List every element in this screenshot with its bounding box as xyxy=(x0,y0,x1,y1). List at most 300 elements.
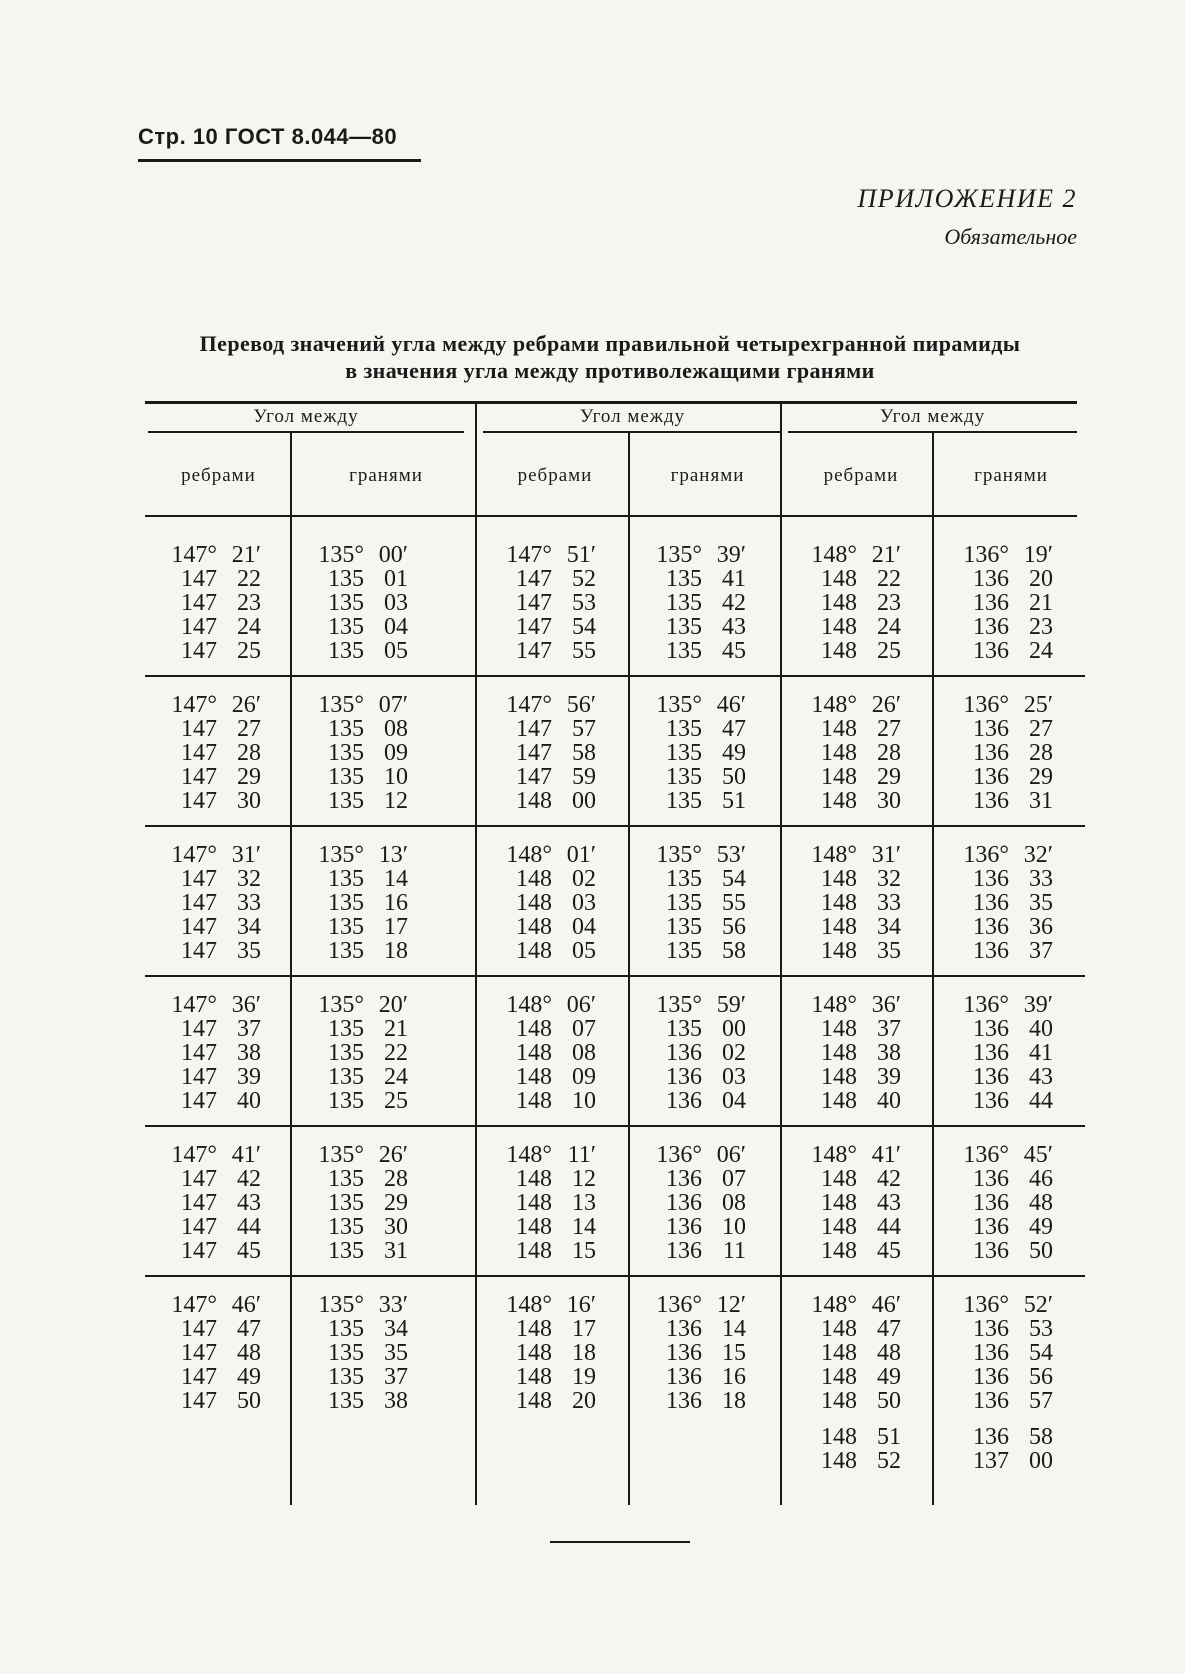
degrees-value: 148° xyxy=(811,542,857,568)
minutes-value: 13′ xyxy=(378,842,408,868)
minutes-value: 39 xyxy=(877,1064,901,1090)
angle-value-row xyxy=(807,765,901,789)
angle-value-row xyxy=(652,867,746,891)
degrees-value: 147 xyxy=(516,638,552,664)
minutes-value: 50 xyxy=(877,1388,901,1414)
angle-value-row xyxy=(314,843,408,867)
angle-value-row xyxy=(502,639,596,663)
degrees-value: 136 xyxy=(973,1088,1009,1114)
minutes-value: 24 xyxy=(237,614,261,640)
value-group xyxy=(502,1143,596,1263)
degrees-value: 147 xyxy=(181,1388,217,1414)
faces-column-header: гранями xyxy=(974,465,1048,486)
group-separator-rule xyxy=(145,1125,292,1127)
group-separator-rule xyxy=(292,1125,480,1127)
minutes-value: 14 xyxy=(572,1214,596,1240)
group-separator-rule xyxy=(937,675,1085,677)
degrees-value: 135 xyxy=(328,938,364,964)
degrees-value: 147 xyxy=(181,788,217,814)
column-divider xyxy=(628,432,630,1505)
minutes-value: 40 xyxy=(237,1088,261,1114)
value-group xyxy=(807,1293,901,1413)
group-separator-rule xyxy=(937,825,1085,827)
value-group xyxy=(959,993,1053,1113)
angle-value-row xyxy=(167,1089,261,1113)
minutes-value: 04 xyxy=(722,1088,746,1114)
minutes-value: 55 xyxy=(722,890,746,916)
value-group xyxy=(502,843,596,963)
degrees-value: 148 xyxy=(821,866,857,892)
minutes-value: 15 xyxy=(572,1238,596,1264)
angle-value-row xyxy=(314,567,408,591)
angle-value-row xyxy=(652,543,746,567)
minutes-value: 21′ xyxy=(231,542,261,568)
value-group xyxy=(314,993,408,1113)
degrees-value: 136 xyxy=(666,1088,702,1114)
faces-column-header: гранями xyxy=(349,465,423,486)
minutes-value: 41 xyxy=(722,566,746,592)
degrees-value: 147 xyxy=(181,1340,217,1366)
degrees-value: 147° xyxy=(506,542,552,568)
group-separator-rule xyxy=(480,675,630,677)
angle-value-row xyxy=(167,543,261,567)
group-separator-rule xyxy=(480,825,630,827)
angle-value-row xyxy=(167,1065,261,1089)
group-separator-rule xyxy=(630,825,785,827)
minutes-value: 45 xyxy=(877,1238,901,1264)
degrees-value: 148° xyxy=(506,842,552,868)
angle-value-row xyxy=(652,1317,746,1341)
angle-value-row xyxy=(959,1215,1053,1239)
minutes-value: 35 xyxy=(877,938,901,964)
value-group xyxy=(502,543,596,663)
appendix-subtitle: Обязательное xyxy=(944,224,1077,249)
minutes-value: 43 xyxy=(877,1190,901,1216)
minutes-value: 24 xyxy=(1029,638,1053,664)
group-separator-rule xyxy=(785,675,937,677)
degrees-value: 148 xyxy=(821,566,857,592)
angle-value-row xyxy=(314,867,408,891)
angle-value-row xyxy=(652,1389,746,1413)
angle-value-row xyxy=(167,1191,261,1215)
angle-value-row xyxy=(652,1143,746,1167)
minutes-value: 42 xyxy=(722,590,746,616)
angle-value-row xyxy=(652,993,746,1017)
angle-value-row xyxy=(314,1191,408,1215)
value-group xyxy=(652,993,746,1113)
minutes-value: 52 xyxy=(877,1448,901,1474)
angle-value-row xyxy=(314,939,408,963)
degrees-value: 135° xyxy=(656,542,702,568)
degrees-value: 136 xyxy=(666,1316,702,1342)
minutes-value: 38 xyxy=(877,1040,901,1066)
angle-value-row xyxy=(652,567,746,591)
degrees-value: 148 xyxy=(821,764,857,790)
degrees-value: 135 xyxy=(328,1040,364,1066)
angle-value-row xyxy=(314,1239,408,1263)
minutes-value: 40 xyxy=(1029,1016,1053,1042)
minutes-value: 28 xyxy=(384,1166,408,1192)
angle-value-row xyxy=(502,741,596,765)
degrees-value: 135 xyxy=(328,1016,364,1042)
degrees-value: 136° xyxy=(656,1142,702,1168)
page-header: Стр. 10 ГОСТ 8.044—80 xyxy=(138,124,398,149)
angle-value-row xyxy=(959,591,1053,615)
end-rule xyxy=(550,1541,690,1543)
minutes-value: 56 xyxy=(722,914,746,940)
minutes-value: 37 xyxy=(384,1364,408,1390)
angle-value-row xyxy=(807,567,901,591)
angle-value-row xyxy=(807,1317,901,1341)
degrees-value: 148 xyxy=(821,1088,857,1114)
degrees-value: 135 xyxy=(328,866,364,892)
minutes-value: 49 xyxy=(722,740,746,766)
minutes-value: 46′ xyxy=(231,1292,261,1318)
degrees-value: 148° xyxy=(811,842,857,868)
minutes-value: 59 xyxy=(572,764,596,790)
degrees-value: 148 xyxy=(821,614,857,640)
minutes-value: 12 xyxy=(384,788,408,814)
minutes-value: 04 xyxy=(384,614,408,640)
minutes-value: 49 xyxy=(237,1364,261,1390)
minutes-value: 46′ xyxy=(871,1292,901,1318)
value-group xyxy=(807,693,901,813)
minutes-value: 02 xyxy=(572,866,596,892)
angle-value-row xyxy=(807,891,901,915)
minutes-value: 39′ xyxy=(716,542,746,568)
degrees-value: 136 xyxy=(973,716,1009,742)
minutes-value: 53′ xyxy=(716,842,746,868)
angle-value-row xyxy=(959,1239,1053,1263)
angle-value-row xyxy=(502,1167,596,1191)
group-separator-rule xyxy=(292,675,480,677)
minutes-value: 00 xyxy=(1029,1448,1053,1474)
minutes-value: 53 xyxy=(1029,1316,1053,1342)
angle-value-row xyxy=(959,1449,1053,1473)
value-group xyxy=(959,1143,1053,1263)
degrees-value: 148 xyxy=(821,1166,857,1192)
value-group xyxy=(167,543,261,663)
minutes-value: 45 xyxy=(722,638,746,664)
angle-value-row xyxy=(652,1341,746,1365)
minutes-value: 08 xyxy=(572,1040,596,1066)
minutes-value: 22 xyxy=(877,566,901,592)
minutes-value: 50 xyxy=(1029,1238,1053,1264)
value-group xyxy=(314,693,408,813)
angle-value-row xyxy=(502,1341,596,1365)
minutes-value: 00 xyxy=(572,788,596,814)
degrees-value: 147° xyxy=(171,842,217,868)
degrees-value: 147 xyxy=(181,890,217,916)
angle-value-row xyxy=(959,1065,1053,1089)
degrees-value: 136° xyxy=(963,842,1009,868)
degrees-value: 147 xyxy=(181,1214,217,1240)
degrees-value: 147 xyxy=(181,1238,217,1264)
minutes-value: 29 xyxy=(1029,764,1053,790)
angle-value-row xyxy=(959,717,1053,741)
angle-value-row xyxy=(167,1293,261,1317)
degrees-value: 135 xyxy=(328,1238,364,1264)
minutes-value: 29 xyxy=(384,1190,408,1216)
minutes-value: 54 xyxy=(722,866,746,892)
degrees-value: 148 xyxy=(516,866,552,892)
angle-value-row xyxy=(167,615,261,639)
angle-value-row xyxy=(959,1293,1053,1317)
degrees-value: 136 xyxy=(973,1388,1009,1414)
minutes-value: 16′ xyxy=(566,1292,596,1318)
angle-value-row xyxy=(314,1041,408,1065)
degrees-value: 135 xyxy=(328,1340,364,1366)
minutes-value: 07 xyxy=(572,1016,596,1042)
angle-value-row xyxy=(502,1065,596,1089)
angle-value-row xyxy=(959,789,1053,813)
degrees-value: 148 xyxy=(516,1364,552,1390)
angle-value-row xyxy=(502,891,596,915)
group-separator-rule xyxy=(937,1275,1085,1277)
minutes-value: 21 xyxy=(1029,590,1053,616)
minutes-value: 42 xyxy=(877,1166,901,1192)
group-separator-rule xyxy=(292,825,480,827)
angle-value-row xyxy=(652,693,746,717)
angle-value-row xyxy=(652,915,746,939)
angle-value-row xyxy=(314,1365,408,1389)
minutes-value: 03 xyxy=(572,890,596,916)
group-separator-rule xyxy=(785,1125,937,1127)
value-group xyxy=(959,543,1053,663)
angle-value-row xyxy=(314,639,408,663)
minutes-value: 20 xyxy=(1029,566,1053,592)
degrees-value: 148 xyxy=(516,1238,552,1264)
angle-value-row xyxy=(807,591,901,615)
value-group xyxy=(167,843,261,963)
minutes-value: 56 xyxy=(1029,1364,1053,1390)
angle-value-row xyxy=(807,1215,901,1239)
degrees-value: 136 xyxy=(973,614,1009,640)
degrees-value: 136 xyxy=(973,938,1009,964)
group-header-rule xyxy=(483,431,782,433)
degrees-value: 136° xyxy=(963,542,1009,568)
value-group xyxy=(652,843,746,963)
angle-value-row xyxy=(807,1239,901,1263)
degrees-value: 135 xyxy=(328,890,364,916)
minutes-value: 00 xyxy=(722,1016,746,1042)
angle-value-row xyxy=(807,843,901,867)
degrees-value: 135° xyxy=(318,992,364,1018)
degrees-value: 135 xyxy=(328,1214,364,1240)
angle-value-row xyxy=(502,1215,596,1239)
degrees-value: 148 xyxy=(516,1016,552,1042)
degrees-value: 148 xyxy=(516,1064,552,1090)
minutes-value: 37 xyxy=(1029,938,1053,964)
degrees-value: 148 xyxy=(516,1040,552,1066)
degrees-value: 148° xyxy=(506,992,552,1018)
group-separator-rule xyxy=(785,825,937,827)
minutes-value: 27 xyxy=(237,716,261,742)
angle-value-row xyxy=(314,789,408,813)
minutes-value: 08 xyxy=(722,1190,746,1216)
angle-value-row xyxy=(807,1167,901,1191)
angle-value-row xyxy=(652,1191,746,1215)
minutes-value: 28 xyxy=(237,740,261,766)
angle-value-row xyxy=(314,1293,408,1317)
group-separator-rule xyxy=(145,675,292,677)
faces-column-header: гранями xyxy=(670,465,745,486)
degrees-value: 147 xyxy=(181,638,217,664)
angle-value-row xyxy=(807,1065,901,1089)
minutes-value: 34 xyxy=(384,1316,408,1342)
value-group xyxy=(314,543,408,663)
angle-value-row xyxy=(314,741,408,765)
angle-value-row xyxy=(652,1089,746,1113)
angle-value-row xyxy=(502,789,596,813)
angle-value-row xyxy=(959,993,1053,1017)
angle-value-row xyxy=(502,1143,596,1167)
minutes-value: 44 xyxy=(1029,1088,1053,1114)
value-group xyxy=(652,543,746,663)
degrees-value: 135 xyxy=(666,638,702,664)
minutes-value: 09 xyxy=(384,740,408,766)
angle-value-row xyxy=(314,1215,408,1239)
degrees-value: 135 xyxy=(666,740,702,766)
angle-value-row xyxy=(502,1041,596,1065)
degrees-value: 147 xyxy=(181,1016,217,1042)
degrees-value: 147 xyxy=(181,1088,217,1114)
degrees-value: 136 xyxy=(973,1364,1009,1390)
angle-value-row xyxy=(959,1389,1053,1413)
minutes-value: 06′ xyxy=(716,1142,746,1168)
angle-value-row xyxy=(959,1017,1053,1041)
angle-value-row xyxy=(167,939,261,963)
angle-value-row xyxy=(502,717,596,741)
minutes-value: 14 xyxy=(722,1316,746,1342)
minutes-value: 30 xyxy=(877,788,901,814)
degrees-value: 136 xyxy=(973,1424,1009,1450)
minutes-value: 32 xyxy=(237,866,261,892)
degrees-value: 148 xyxy=(821,1316,857,1342)
minutes-value: 46′ xyxy=(716,692,746,718)
degrees-value: 148 xyxy=(821,638,857,664)
degrees-value: 136° xyxy=(963,1292,1009,1318)
minutes-value: 35 xyxy=(237,938,261,964)
angle-value-row xyxy=(807,915,901,939)
degrees-value: 148 xyxy=(821,716,857,742)
degrees-value: 147 xyxy=(181,590,217,616)
degrees-value: 147 xyxy=(181,566,217,592)
angle-value-row xyxy=(807,789,901,813)
angle-value-row xyxy=(959,543,1053,567)
angle-value-row xyxy=(959,1317,1053,1341)
minutes-value: 04 xyxy=(572,914,596,940)
minutes-value: 32′ xyxy=(1023,842,1053,868)
degrees-value: 148 xyxy=(821,1388,857,1414)
degrees-value: 135 xyxy=(328,590,364,616)
angle-value-row xyxy=(652,789,746,813)
degrees-value: 147 xyxy=(181,1190,217,1216)
angle-value-row xyxy=(167,867,261,891)
degrees-value: 136 xyxy=(973,1016,1009,1042)
angle-value-row xyxy=(807,1017,901,1041)
degrees-value: 147° xyxy=(171,1292,217,1318)
minutes-value: 51 xyxy=(877,1424,901,1450)
minutes-value: 23 xyxy=(1029,614,1053,640)
value-group xyxy=(807,543,901,663)
minutes-value: 01′ xyxy=(566,842,596,868)
angle-value-row xyxy=(807,939,901,963)
degrees-value: 135 xyxy=(666,914,702,940)
minutes-value: 54 xyxy=(572,614,596,640)
degrees-value: 135 xyxy=(666,866,702,892)
minutes-value: 25 xyxy=(384,1088,408,1114)
degrees-value: 136 xyxy=(973,1238,1009,1264)
degrees-value: 147 xyxy=(181,1040,217,1066)
minutes-value: 21 xyxy=(384,1016,408,1042)
angle-value-row xyxy=(502,843,596,867)
degrees-value: 136 xyxy=(666,1388,702,1414)
angle-value-row xyxy=(652,1041,746,1065)
angle-value-row xyxy=(959,639,1053,663)
angle-value-row xyxy=(502,765,596,789)
angle-value-row xyxy=(167,1389,261,1413)
group-separator-rule xyxy=(145,975,292,977)
degrees-value: 135° xyxy=(656,992,702,1018)
angle-value-row xyxy=(807,1425,901,1449)
degrees-value: 148 xyxy=(516,1088,552,1114)
value-group xyxy=(807,843,901,963)
minutes-value: 57 xyxy=(1029,1388,1053,1414)
angle-value-row xyxy=(502,1317,596,1341)
value-group xyxy=(502,993,596,1113)
column-divider xyxy=(932,432,934,1505)
minutes-value: 26′ xyxy=(231,692,261,718)
degrees-value: 147 xyxy=(181,1064,217,1090)
degrees-value: 136 xyxy=(973,866,1009,892)
degrees-value: 135 xyxy=(328,566,364,592)
value-group xyxy=(502,693,596,813)
degrees-value: 148 xyxy=(821,788,857,814)
angle-value-row xyxy=(652,615,746,639)
angle-value-row xyxy=(167,1041,261,1065)
angle-value-row xyxy=(314,1017,408,1041)
degrees-value: 148° xyxy=(506,1292,552,1318)
angle-value-row xyxy=(652,741,746,765)
minutes-value: 19 xyxy=(572,1364,596,1390)
degrees-value: 135 xyxy=(666,614,702,640)
degrees-value: 135° xyxy=(656,692,702,718)
value-group xyxy=(959,1293,1053,1413)
degrees-value: 148° xyxy=(811,692,857,718)
degrees-value: 147 xyxy=(181,614,217,640)
degrees-value: 136 xyxy=(973,1064,1009,1090)
minutes-value: 18 xyxy=(722,1388,746,1414)
value-group xyxy=(652,1143,746,1263)
group-separator-rule xyxy=(785,975,937,977)
minutes-value: 05 xyxy=(384,638,408,664)
minutes-value: 52′ xyxy=(1023,1292,1053,1318)
degrees-value: 136 xyxy=(666,1214,702,1240)
minutes-value: 06′ xyxy=(566,992,596,1018)
angle-value-row xyxy=(502,939,596,963)
table-title xyxy=(140,330,1080,384)
angle-value-row xyxy=(652,891,746,915)
angle-value-row xyxy=(502,1293,596,1317)
angle-value-row xyxy=(167,1167,261,1191)
angle-value-row xyxy=(502,591,596,615)
angle-value-row xyxy=(314,717,408,741)
angle-value-row xyxy=(314,1089,408,1113)
minutes-value: 26′ xyxy=(378,1142,408,1168)
minutes-value: 45′ xyxy=(1023,1142,1053,1168)
minutes-value: 49 xyxy=(877,1364,901,1390)
